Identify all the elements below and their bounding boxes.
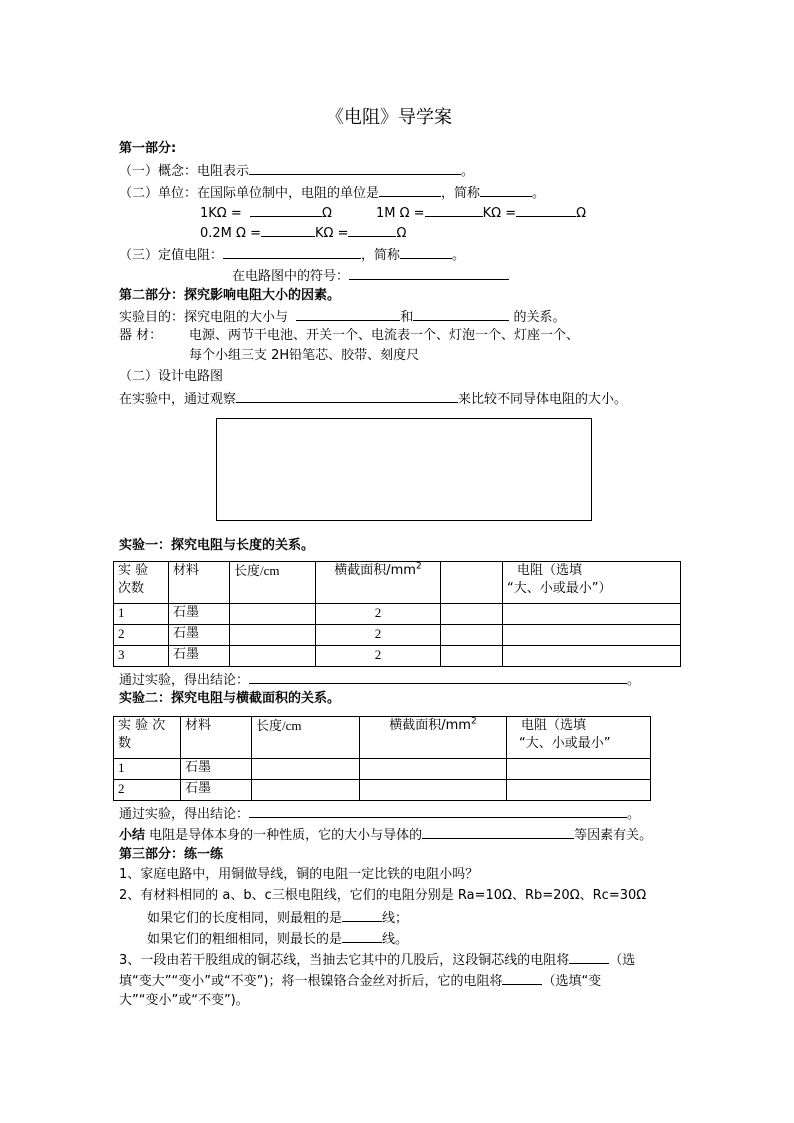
question-1: 1、家庭电路中，用铜做导线，铜的电阻一定比铁的电阻小吗？ [119,867,479,882]
conv-1m-label2: Ω = [491,206,517,221]
q2a-suffix: 线； [382,911,409,926]
part3-heading: 第三部分：练一练 [119,847,224,862]
exp1-cell-area: 2 [316,625,441,646]
conversion-line-2 [200,223,406,243]
q3-line2-prefix: 填“变大”“变小”或“不变”)；将一根镍铬合金丝对折后，它的电阻将 [119,974,503,989]
summary-text: 电阻是导体本身的一种性质，它的大小与导体的 [145,828,423,843]
exp2-heading: 实验二：探究电阻与横截面积的关系。 [119,691,341,706]
exp1-th-no: 实 验 次数 [114,562,169,604]
symbol-blank[interactable] [349,266,509,280]
exp1-cell-no: 2 [114,625,169,646]
fixed-blank[interactable] [223,245,361,259]
q2a-prefix: 如果它们的长度相同，则最粗的是 [147,911,343,926]
equipment-line-2: 每个小组三支 2H铅笔芯、胶带、刻度尺 [189,348,420,363]
conv-1k-unit: Ω [322,206,332,221]
fixed-prefix: （三）定值电阻： [119,248,224,263]
exp2-cell-material: 石墨 [181,759,252,780]
q3-blank-1[interactable] [569,950,609,964]
exp2-th-area: 横截面积$/mm^2$ [360,717,507,759]
q2b-prefix: 如果它们的粗细相同，则最长的是 [147,932,343,947]
question-2a [147,908,408,928]
fixed-resistor-line [119,245,465,265]
table-row [114,780,651,801]
symbol-prefix: 在电路图中的符号： [232,269,350,284]
conv-1m-ohm-unit: Ω [576,206,587,221]
design-heading: （二）设计电路图 [119,369,224,384]
goal-blank-1[interactable] [296,307,400,321]
table-row [114,759,651,780]
conv-1m-ohm-blank[interactable] [516,203,576,217]
exp1-cell-material: 石墨 [169,604,230,625]
goal-suffix: 的关系。 [513,310,566,325]
exp1-cell-length[interactable] [230,646,316,667]
goal-blank-2[interactable] [413,307,509,321]
exp1-cell-resistance[interactable] [503,646,681,667]
part1-heading: 第一部分: [119,141,177,156]
concept-prefix: （一）概念：电阻表示 [119,164,250,179]
exp1-cell-material: 石墨 [169,625,230,646]
exp2-cell-no: 1 [114,759,181,780]
question-3-line-3: 大”“变小”或“不变”)。 [119,993,249,1008]
exp1-cell-material: 石墨 [169,646,230,667]
exp2-cell-area[interactable] [360,759,507,780]
conv-02m-k-blank[interactable] [261,223,315,237]
exp1-cell-length[interactable] [230,625,316,646]
exp2-th-no: 实 验 次 数 [114,717,181,759]
exp1-th-material: 材料 [169,562,230,604]
q3-line1-suffix: （选 [609,953,636,968]
conv-02m-label: 0.2M Ω = [200,226,261,241]
exp1-conclusion-prefix: 通过实验，得出结论： [119,673,250,688]
observe-blank[interactable] [236,389,458,403]
part2-heading: 第二部分：探究影响电阻大小的因素。 [119,288,341,303]
q3-line1-prefix: 3、一段由若干股组成的铜芯线，当抽去它其中的几股后，这段铜芯线的电阻将 [119,953,570,968]
goal-line [119,307,565,327]
question-2b [147,929,408,949]
q2b-suffix: 线。 [382,932,409,947]
summary-blank[interactable] [422,825,574,839]
conv-02m-ohm-unit: Ω [396,226,407,241]
exp1-cell-resistance[interactable] [503,625,681,646]
table-row [114,604,681,625]
observe-suffix: 来比较不同导体电阻的大小。 [458,392,628,407]
summary-suffix: 等因素有关。 [574,828,653,843]
exp1-heading: 实验一：探究电阻与长度的关系。 [119,538,315,553]
exp1-th-blank [441,562,503,604]
question-3-line-2 [119,971,601,991]
conv-1m-k-unit: K [482,206,492,221]
page-title: 《电阻》导学案 [326,107,452,128]
exp1-table [113,561,681,667]
circuit-diagram-box[interactable] [216,418,592,521]
summary-line [119,825,652,845]
equipment-label: 器 材： [119,328,163,343]
table-row [114,625,681,646]
exp2-conclusion-suffix: 。 [627,807,641,822]
exp2-conclusion-blank[interactable] [249,804,627,818]
exp1-cell-area: 2 [316,646,441,667]
exp1-conclusion-blank[interactable] [249,670,627,684]
unit-abbr-blank[interactable] [480,183,532,197]
exp2-cell-length[interactable] [252,759,360,780]
conv-02m-ohm-blank[interactable] [348,223,396,237]
exp2-cell-resistance[interactable] [507,780,651,801]
concept-blank[interactable] [249,161,461,175]
symbol-line [232,266,509,286]
unit-mid: ，简称 [441,186,481,201]
exp2-th-length: 长度/cm [252,717,360,759]
conv-1k-blank[interactable] [250,203,322,217]
q2b-blank[interactable] [342,929,382,943]
conversion-line-1 [200,203,332,223]
exp2-conclusion-line [119,804,640,824]
unit-line [119,183,545,203]
conv-02m-k-unit: K [314,226,324,241]
goal-prefix: 实验目的：探究电阻的大小与 [119,310,289,325]
unit-prefix: （二）单位：在国际单位制中，电阻的单位是 [119,186,380,201]
unit-blank[interactable] [379,183,441,197]
goal-mid: 和 [400,310,414,325]
exp1-th-length: 长度/cm [230,562,316,604]
fixed-mid: ，简称 [361,248,401,263]
exp1-th-resistance: 电阻（选填 “大、小或最小”） [503,562,681,604]
conv-1m-label: 1M Ω = [376,206,425,221]
equipment-line-1: 电源、两节干电池、开关一个、电流表一个、灯泡一个、灯座一个、 [189,328,580,343]
exp2-header-row [114,717,651,759]
exp2-cell-area[interactable] [360,780,507,801]
fixed-suffix: 。 [452,248,466,263]
exp1-header-row [114,562,681,604]
exp2-th-material: 材料 [181,717,252,759]
observe-prefix: 在实验中，通过观察 [119,392,237,407]
exp1-cell-blank[interactable] [441,604,503,625]
q3-line2-suffix: （选填“变 [542,974,602,989]
exp1-cell-resistance[interactable] [503,604,681,625]
exp1-cell-no: 3 [114,646,169,667]
exp2-conclusion-prefix: 通过实验，得出结论： [119,807,250,822]
concept-suffix: 。 [461,164,475,179]
exp1-th-area: 横截面积$/mm^2$ [316,562,441,604]
exp1-cell-blank[interactable] [441,625,503,646]
conv-1m-k-blank[interactable] [425,203,483,217]
conv-02m-label2: Ω = [323,226,349,241]
conversion-line-1b [376,203,586,223]
exp1-cell-area: 2 [316,604,441,625]
summary-label: 小结 [119,828,146,843]
question-3-line-1 [119,950,635,970]
concept-line [119,161,474,181]
table-row [114,646,681,667]
q3-blank-2[interactable] [502,971,542,985]
exp1-cell-blank[interactable] [441,646,503,667]
exp2-cell-length[interactable] [252,780,360,801]
exp1-conclusion-suffix: 。 [627,673,641,688]
exp2-cell-no: 2 [114,780,181,801]
fixed-abbr-blank[interactable] [400,245,452,259]
exp2-table [113,716,651,801]
unit-suffix: 。 [532,186,546,201]
q2a-blank[interactable] [342,908,382,922]
exp2-cell-resistance[interactable] [507,759,651,780]
exp2-cell-material: 石墨 [181,780,252,801]
exp2-th-resistance: 电阻（选填 “大、小或最小” [507,717,651,759]
exp1-cell-length[interactable] [230,604,316,625]
observe-line [119,389,627,409]
exp1-cell-no: 1 [114,604,169,625]
exp1-conclusion-line [119,670,640,690]
conv-1k-label: 1KΩ = [200,206,242,221]
question-2: 2、有材料相同的 a、b、c三根电阻线，它们的电阻分别是 Ra=10Ω、Rb=20Ω、Rc=30Ω [119,888,647,903]
